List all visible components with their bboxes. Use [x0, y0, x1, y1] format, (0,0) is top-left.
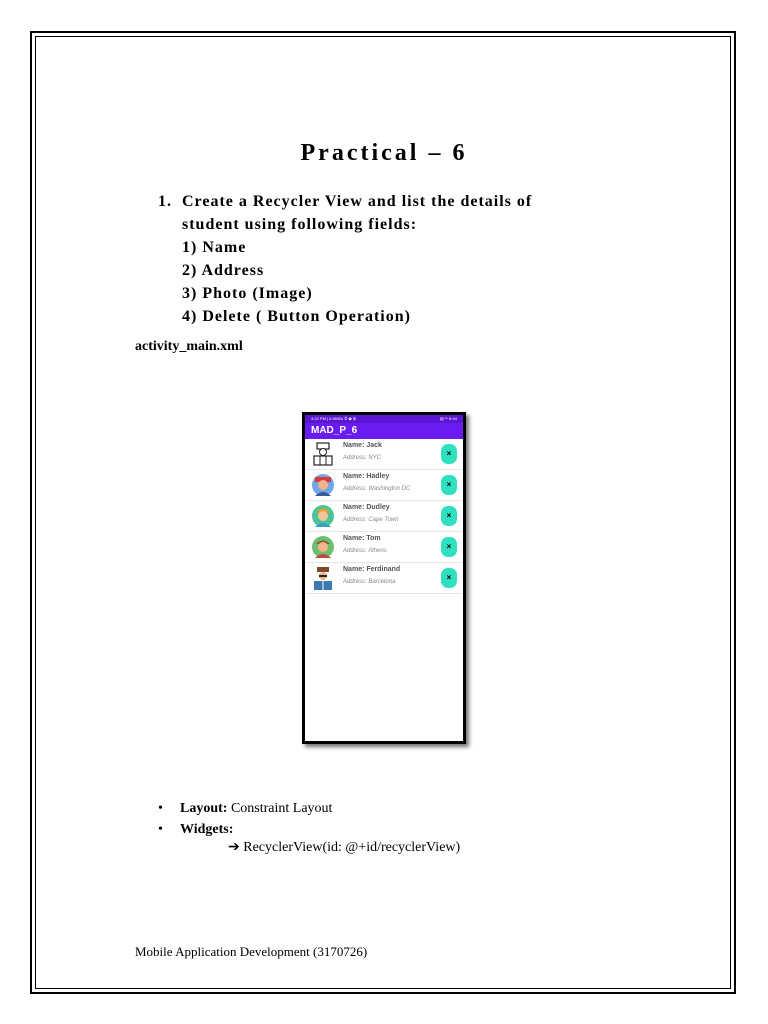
student-photo-icon	[311, 442, 335, 466]
task-line-2: student using following fields:	[182, 216, 418, 233]
app-bar-title: MAD_P_6	[305, 423, 463, 439]
widget-item-text: RecyclerView(id: @+id/recyclerView)	[243, 840, 461, 855]
field-photo: 3) Photo (Image)	[182, 285, 313, 302]
bullet-layout-label: Layout:	[180, 801, 228, 816]
file-label: activity_main.xml	[135, 339, 243, 354]
arrow-icon: ➔	[228, 840, 240, 855]
student-photo-icon	[311, 535, 335, 559]
task-description	[158, 190, 532, 328]
student-address: Address: Athens	[343, 548, 387, 554]
bullet-glyph: •	[158, 801, 163, 816]
bullet-widgets-label: Widgets:	[180, 822, 234, 837]
student-address: Address: Washington DC	[343, 486, 411, 492]
widget-item	[228, 839, 460, 856]
list-item	[305, 532, 463, 563]
delete-button[interactable]: ×	[441, 475, 457, 495]
student-address: Address: Cape Town	[343, 517, 399, 523]
list-item	[305, 563, 463, 594]
status-icons: ▤ ᵛᵒ ill 94	[439, 416, 457, 421]
page-footer: Mobile Application Development (3170726)	[135, 944, 368, 959]
list-item	[305, 470, 463, 501]
list-item	[305, 501, 463, 532]
status-time: 4:22 PM | 0.8KB/s ⏱ ✿ ⚙	[311, 416, 357, 421]
student-name: Name: Ferdinand	[343, 566, 401, 573]
student-address: Address: NYC	[343, 455, 382, 461]
bullet-widgets	[158, 819, 332, 840]
bullet-layout	[158, 798, 332, 819]
delete-button[interactable]: ×	[441, 568, 457, 588]
student-photo-icon	[311, 473, 335, 497]
field-delete: 4) Delete ( Button Operation)	[182, 308, 411, 325]
student-name: Name: Hadley	[343, 473, 390, 480]
bullet-layout-value: Constraint Layout	[227, 801, 333, 816]
status-bar	[305, 415, 463, 423]
student-photo-icon	[311, 566, 335, 590]
delete-button[interactable]: ×	[441, 506, 457, 526]
student-name: Name: Dudley	[343, 504, 390, 511]
student-address: Address: Barcelona	[343, 579, 396, 585]
phone-screenshot	[302, 412, 466, 744]
student-photo-icon	[311, 504, 335, 528]
list-item	[305, 439, 463, 470]
delete-button[interactable]: ×	[441, 444, 457, 464]
field-name: 1) Name	[182, 239, 247, 256]
page-title: Practical – 6	[300, 140, 468, 166]
student-name: Name: Tom	[343, 535, 381, 542]
task-number: 1.	[158, 193, 172, 210]
delete-button[interactable]: ×	[441, 537, 457, 557]
student-name: Name: Jack	[343, 442, 382, 449]
bullet-glyph: •	[158, 822, 163, 837]
task-line-1: Create a Recycler View and list the details of	[182, 193, 533, 210]
details-list	[158, 798, 332, 840]
field-address: 2) Address	[182, 262, 265, 279]
recycler-view	[305, 439, 463, 594]
